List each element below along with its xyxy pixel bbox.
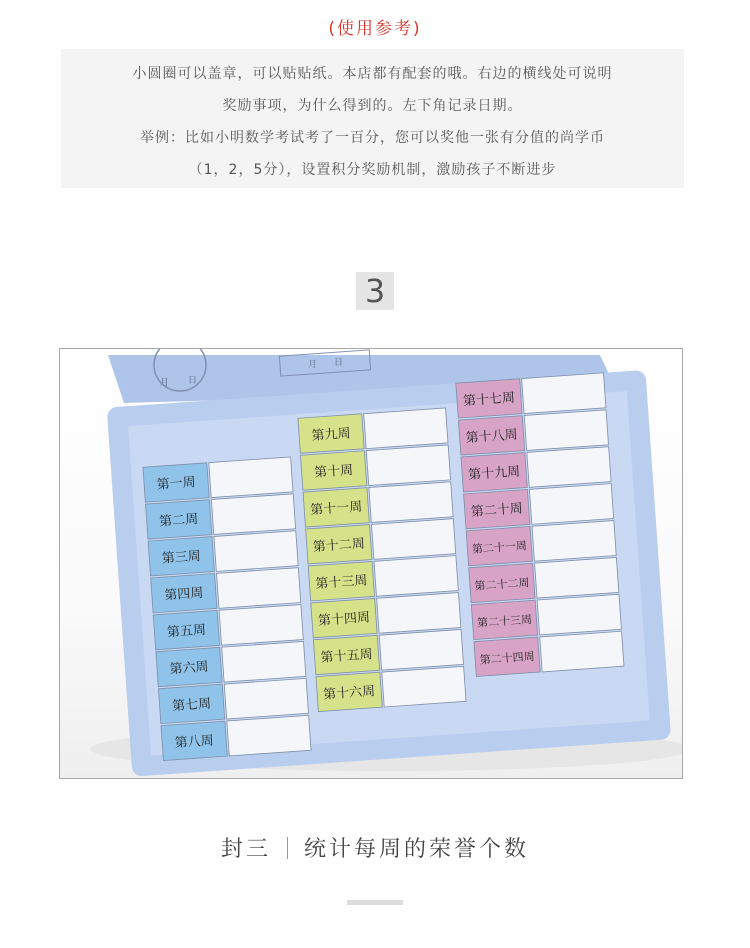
week-label: 第十五周 [320,647,374,666]
week-blank-cell [366,445,450,486]
date-day-label: 日 [188,376,198,386]
week-blank-cell [532,521,616,562]
date-month-label: 月 [308,360,318,370]
week-blank-cell [369,482,453,523]
week-label: 第二十一周 [471,539,528,556]
week-blank-cell [211,494,295,535]
bottom-divider [347,900,403,905]
week-blank-cell [227,715,311,756]
section-number: 3 [356,272,394,310]
usage-line: 小圆圈可以盖章，可以贴贴纸。本店都有配套的哦。右边的横线处可说明 [132,66,613,82]
week-label: 第三周 [161,548,202,567]
week-blank-cell [535,557,619,598]
week-blank-cell [214,531,298,572]
week-label: 第八周 [174,733,215,752]
week-blank-cell [217,568,301,609]
week-blank-cell [364,408,448,449]
week-label: 第二十四周 [479,649,536,667]
week-blank-cell [374,556,458,597]
week-label: 第十一周 [309,499,363,519]
caption-divider [287,837,288,859]
week-blank-cell [377,593,461,634]
week-blank-cell [522,373,606,414]
week-label: 第十七周 [462,390,516,410]
product-photo [59,348,683,779]
week-blank-cell [540,631,624,672]
week-blank-cell [382,666,466,707]
week-blank-cell [219,605,303,646]
week-blank-cell [222,641,306,682]
week-label: 第五周 [166,622,207,641]
week-label: 第十六周 [322,684,376,703]
week-label: 第十三周 [314,573,368,592]
caption-right: 统计每周的荣誉个数 [304,837,530,862]
usage-line: 奖励事项，为什么得到的。左下角记录日期。 [222,98,523,114]
caption-left: 封三 [220,837,271,862]
week-label: 第十九周 [467,464,521,484]
week-label: 第二周 [158,512,199,530]
week-blank-cell [527,447,611,488]
week-blank-cell [524,410,608,451]
date-day-label: 日 [334,358,344,368]
week-label: 第十四周 [317,610,371,629]
card-body [107,370,671,777]
week-label: 第七周 [171,696,212,715]
week-label: 第二十周 [470,501,524,520]
usage-title: (使用参考) [328,19,422,39]
usage-note-box [61,49,684,188]
week-blank-cell [371,519,455,560]
week-label: 第十二周 [312,536,366,556]
week-label: 第九周 [311,426,352,444]
week-blank-cell [537,594,621,635]
week-blank-cell [209,457,293,498]
usage-line: （1，2，5分），设置积分奖励机制，激励孩子不断进步 [188,162,557,178]
week-blank-cell [224,678,308,719]
week-label: 第四周 [163,585,204,604]
week-label: 第二十三周 [476,612,533,630]
date-month-label: 月 [160,378,170,388]
week-blank-cell [379,629,463,670]
week-label: 第一周 [156,475,197,493]
honor-card-illustration [60,349,683,779]
week-label: 第六周 [169,659,210,678]
week-label: 第十八周 [465,427,519,447]
caption [0,832,750,863]
week-label: 第二十二周 [474,576,530,593]
usage-line: 举例：比如小明数学考试考了一百分，您可以奖他一张有分值的尚学币 [140,130,605,146]
week-label: 第十周 [313,463,354,481]
week-blank-cell [529,484,613,525]
